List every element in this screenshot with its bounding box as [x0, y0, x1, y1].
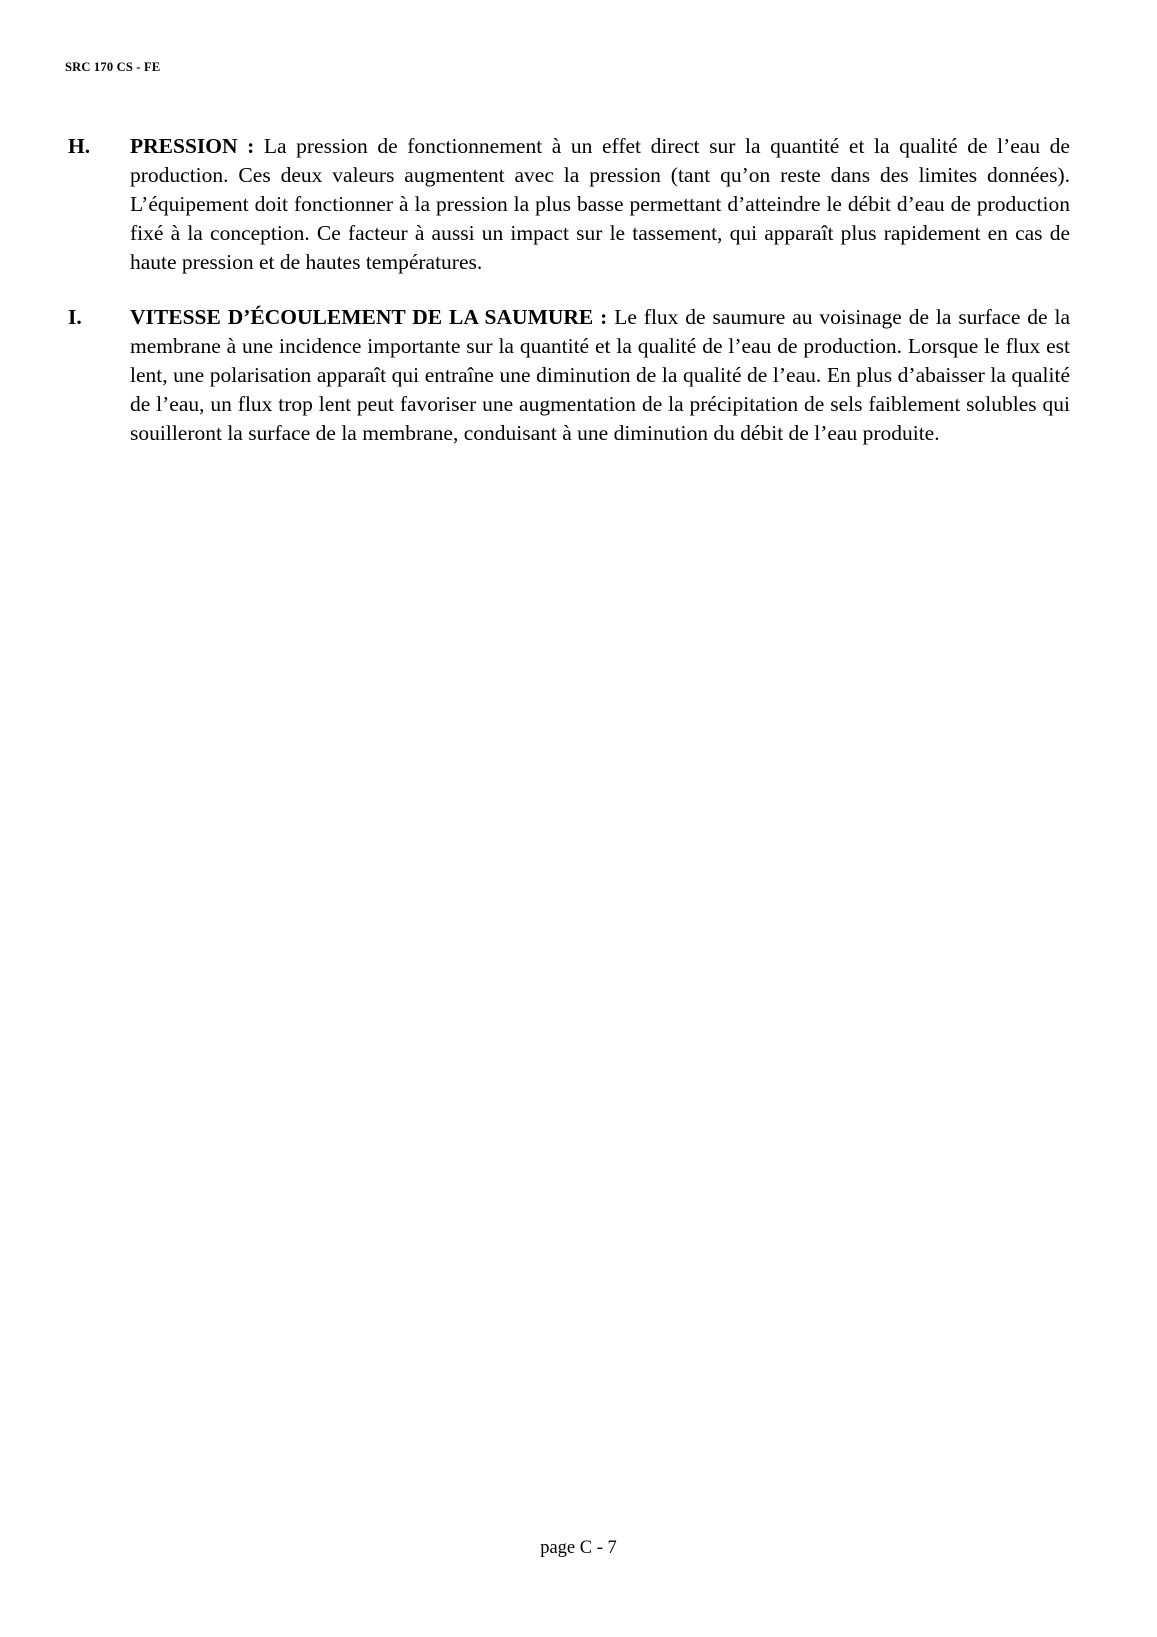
document-body — [68, 110, 1070, 474]
clause-marker-i: I. — [68, 304, 82, 329]
clause-i — [68, 303, 1070, 448]
clause-h — [68, 132, 1070, 277]
clause-title-h: PRESSION : — [130, 133, 255, 158]
clause-title-i: VITESSE D’ÉCOULEMENT DE LA SAUMURE : — [130, 304, 608, 329]
running-header: SRC 170 CS - FE — [65, 60, 161, 74]
clause-body-i — [130, 303, 1070, 448]
clause-text-h: La pression de fonctionnement à un effet direct sur la quantité et la qualité de l’eau de production. Ces deux valeurs augmentent avec la pression (tant qu’on reste dans des limites données). L’équipement doit fonctionner à la pression la plus basse permettant d’atteindre le débit d’eau de production fixé à la conception. Ce facteur à aussi un impact sur le tassement, qui apparaît plus rapidement en cas de haute pression et de hautes températures. — [130, 133, 1070, 274]
clause-body-h — [130, 132, 1070, 277]
clause-marker-h: H. — [68, 133, 91, 158]
page-footer: page C - 7 — [540, 1538, 617, 1558]
clause-text-i: Le flux de saumure au voisinage de la surface de la membrane à une incidence importante sur la quantité et la qualité de l’eau de production. Lorsque le flux est lent, une polarisation apparaît qui entraîne une diminution de la qualité de l’eau. En plus d’abaisser la qualité de l’eau, un flux trop lent peut favoriser une augmentation de la précipitation de sels faiblement solubles qui souilleront la surface de la membrane, conduisant à une diminution du débit de l’eau produite. — [130, 304, 1070, 445]
